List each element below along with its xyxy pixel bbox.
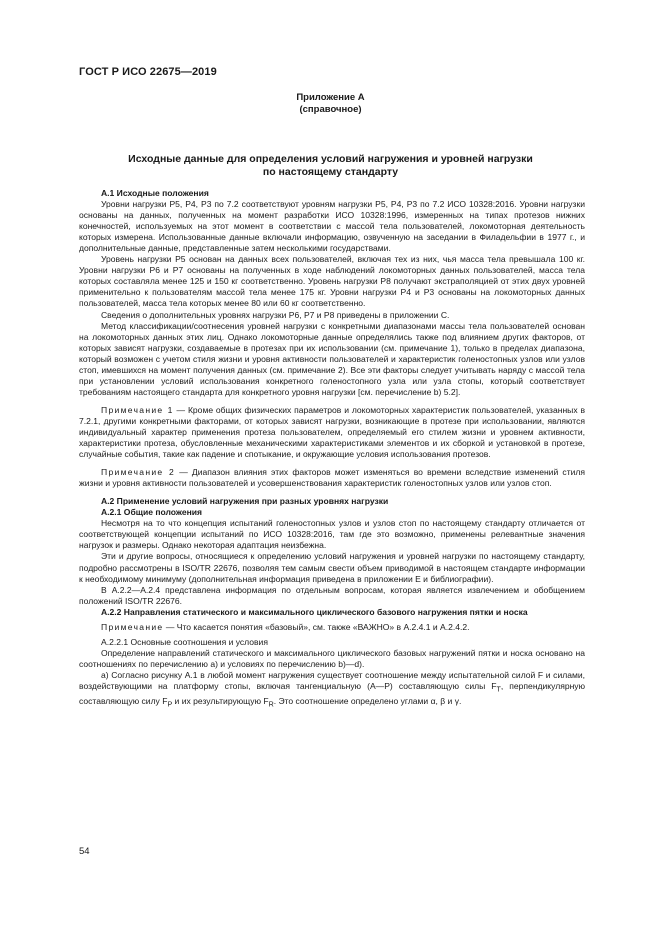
section-a2-1-paragraph-3: В А.2.2—А.2.4 представлена информация по отдельным вопросам, которая является извлечением и обобщением положений ISO/TR 22676. bbox=[79, 584, 585, 606]
note-a2-2-label: Примечание bbox=[101, 621, 164, 632]
page-number: 54 bbox=[79, 846, 90, 857]
note-2-text: — Диапазон влияния этих факторов может изменяться во времени вследствие изменений стиля жизни и уровня активности пользователей и усовершенствования характеристик голеностопных узлов или узлов стоп. bbox=[79, 467, 585, 489]
note-1-label: Примечание 1 bbox=[101, 404, 174, 415]
section-a2-1-heading: А.2.1 Общие положения bbox=[101, 507, 203, 518]
annex-heading bbox=[79, 153, 582, 179]
section-a1-paragraph-1: Уровни нагрузки P5, P4, P3 по 7.2 соответствуют уровням нагрузки P5, P4, P3 по 7.2 ИСО 10328:2016. Уровни нагрузки основаны на данных, полученных на момент разработки ИСО 10328:1996, измеренных на типах протезов нижних конечностей, используемых на этот момент в соответствии с массой тела пользователей, локомоторная деятельность которых измерена. Использованные данные включали информацию, озвученную на заседании в Филадельфии в 1977 г., и дополнительные данные, представленные затем несколькими государствами. bbox=[79, 199, 585, 254]
note-1 bbox=[79, 405, 585, 460]
section-a1-heading: А.1 Исходные положения bbox=[101, 188, 209, 198]
section-a2-heading: А.2 Применение условий нагружения при разных уровнях нагрузки bbox=[101, 496, 389, 507]
note-1-text: — Кроме общих физических параметров и локомоторных характеристик пользователей, указанных в 7.2.1, другими конкретными факторами, от которых зависят нагрузки, возникающие в протезе при использовании, являются индивидуальный характер применения протеза пользователем, определяемый его стилем жизни и уровнем активности, характеристики протеза, обусловленные механическими характеристиками элементов и их сборкой и установкой в протезе, случайные события, такие как падение и спотыкание, и окружающие условия использования протезов. bbox=[79, 404, 585, 460]
annex-type: (справочное) bbox=[299, 104, 362, 115]
annex-label bbox=[79, 92, 582, 116]
section-a1-paragraph-3: Сведения о дополнительных уровнях нагрузки P6, P7 и P8 приведены в приложении С. bbox=[101, 309, 450, 320]
note-a2-2-text: — Что касается понятия «базовый», см. также «ВАЖНО» в А.2.4.1 и А.2.4.2. bbox=[163, 621, 470, 632]
document-header: ГОСТ Р ИСО 22675—2019 bbox=[79, 66, 217, 78]
section-a1-paragraph-2: Уровень нагрузки P5 основан на данных всех пользователей, включая тех из них, чья масса тела превышала 100 кг. Уровни нагрузки P6 и P7 основаны на полученных в ходе наблюдений локомоторных данных пользователей, масса тела которых составляла менее 125 и 150 кг соответственно. Уровень нагрузки P8 получают экстраполяцией от этих двух уровней применительно к пользователям массой тела менее 175 кг. Уровни нагрузки P4 и P3 основаны на локомоторных данных пользователей, масса тела которых менее 80 или 60 кг соответственно. bbox=[79, 254, 585, 309]
annex-title: Приложение А bbox=[296, 92, 365, 103]
section-a2-1-paragraph-1: Несмотря на то что концепция испытаний голеностопных узлов и узлов стоп по настоящему стандарту отличается от соответствующей концепции испытаний по ИСО 10328:2016, там где это возможно, применены релевантные значения нагрузок и размеры. Однако некоторая адаптация неизбежна. bbox=[79, 518, 585, 551]
section-a2-2-1-item-a: a) Согласно рисунку А.1 в любой момент нагружения существует соотношение между испытательной силой F и силами, воздействующими на платформу стопы, включая тангенциальную (А—Р) составляющую силы $F_T$, перпендикулярную составляющую силу $F_P$ и их результирующую $F_R$. Это соотношение определено углами α, β и γ. bbox=[79, 669, 585, 709]
annex-heading-line1: Исходные данные для определения условий нагружения и уровней нагрузки bbox=[128, 153, 533, 165]
document-body bbox=[79, 188, 585, 710]
note-a2-2 bbox=[79, 622, 585, 633]
section-a1-paragraph-4: Метод классификации/соотнесения уровней нагрузки с конкретными диапазонами массы тела пользователей основан на локомоторных данных этих лиц. Однако локомоторные данные определялись также под влиянием других факторов, от которых зависят нагрузки, создаваемые в протезах при их использовании (см. примечание 1), только в пределах диапазона, который возможен с учетом стиля жизни и уровня активности пользователей и характеристик голеностопных узлов или узлов стоп, имевшихся на момент получения данных (см. примечание 2). Все эти факторы следует учитывать наряду с массой тела при установлении условий использования конкретного голеностопного узла или узла стопы, который соответствует требованиям настоящего стандарта для конкретного уровня нагрузки [см. перечисление b) 5.2]. bbox=[79, 320, 585, 397]
section-a2-2-heading: А.2.2 Направления статического и максимального циклического базового нагружения пятки и носка bbox=[101, 606, 528, 617]
note-2 bbox=[79, 467, 585, 489]
section-a2-1-paragraph-2: Эти и другие вопросы, относящиеся к определению условий нагружения и уровней нагрузки по настоящему стандарту, подробно рассмотрены в ISO/TR 22676, позволяя тем самым свести объем приводимой в настоящем стандарте информации к необходимому минимуму (дополнительная информация приведена в приложении Е и библиографии). bbox=[79, 551, 585, 584]
note-2-label: Примечание 2 bbox=[101, 467, 176, 478]
annex-heading-line2: по настоящему стандарту bbox=[262, 166, 399, 178]
section-a2-2-1-heading: А.2.2.1 Основные соотношения и условия bbox=[101, 636, 268, 647]
section-a2-2-1-paragraph-1: Определение направлений статического и максимального циклического базовых нагружений пятки и носка основано на соотношениях по перечислению а) и условиях по перечислению b)—d). bbox=[79, 647, 585, 669]
